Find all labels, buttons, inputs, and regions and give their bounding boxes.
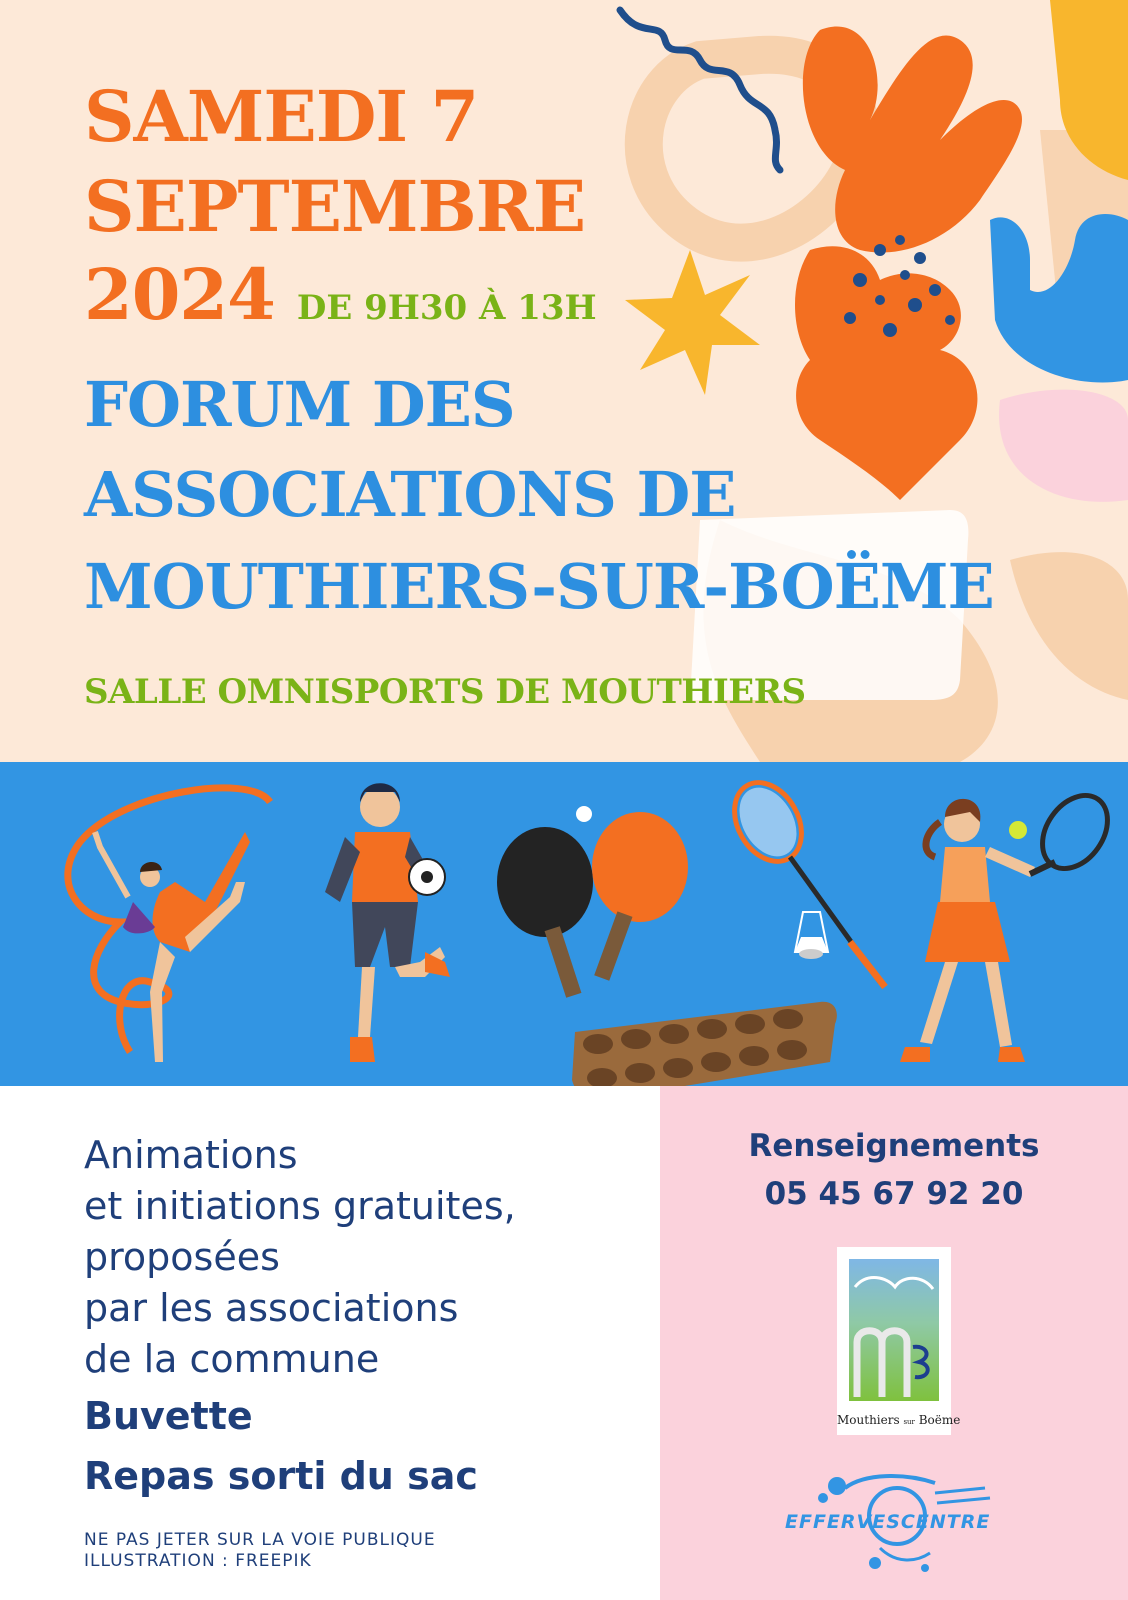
activities-description bbox=[84, 1130, 516, 1385]
logo-name-end: Boëme bbox=[918, 1413, 961, 1427]
awale-board bbox=[572, 1002, 837, 1092]
commune-logo bbox=[837, 1247, 961, 1435]
title-line-1: FORUM DES bbox=[84, 368, 515, 441]
footer-line-2: ILLUSTRATION : FREEPIK bbox=[84, 1551, 312, 1571]
title-line-2: ASSOCIATIONS DE bbox=[84, 458, 736, 531]
date-line-2: SEPTEMBRE bbox=[84, 165, 586, 248]
footer-notice bbox=[84, 1530, 436, 1572]
rhythmic-gymnast bbox=[68, 788, 270, 1062]
logo-name-main: Mouthiers bbox=[837, 1413, 900, 1427]
footer-line-1: NE PAS JETER SUR LA VOIE PUBLIQUE bbox=[84, 1530, 436, 1550]
effervescentre-logo bbox=[785, 1468, 1000, 1588]
shuttlecock bbox=[795, 912, 828, 959]
commune-logo-image bbox=[837, 1247, 951, 1407]
description-line: et initiations gratuites, bbox=[84, 1184, 516, 1228]
sports-band bbox=[0, 762, 1128, 1086]
sports-illustrations bbox=[0, 762, 1128, 1092]
meal-label: Repas sorti du sac bbox=[84, 1454, 478, 1498]
commune-logo-caption bbox=[837, 1413, 961, 1427]
buvette-label: Buvette bbox=[84, 1394, 253, 1438]
date-line-3 bbox=[84, 253, 597, 336]
date-line-1: SAMEDI 7 bbox=[84, 75, 479, 158]
date-year: 2024 bbox=[84, 253, 275, 336]
title-line-3: MOUTHIERS-SUR-BOËME bbox=[84, 550, 994, 623]
header-section bbox=[0, 0, 1128, 762]
event-hours: DE 9H30 À 13H bbox=[296, 288, 597, 328]
tennis-player bbox=[900, 783, 1121, 1062]
ping-pong-paddles bbox=[497, 806, 688, 998]
description-line: de la commune bbox=[84, 1337, 380, 1381]
info-phone: 05 45 67 92 20 bbox=[764, 1176, 1024, 1212]
description-line: par les associations bbox=[84, 1286, 459, 1330]
description-line: Animations bbox=[84, 1133, 298, 1177]
partner-name: EFFERVESCENTRE bbox=[785, 1511, 991, 1533]
info-title: Renseignements bbox=[748, 1128, 1040, 1164]
football-player bbox=[325, 783, 450, 1062]
description-line: proposées bbox=[84, 1235, 280, 1279]
logo-name-small: sur bbox=[903, 1418, 915, 1426]
venue: SALLE OMNISPORTS DE MOUTHIERS bbox=[84, 672, 806, 712]
